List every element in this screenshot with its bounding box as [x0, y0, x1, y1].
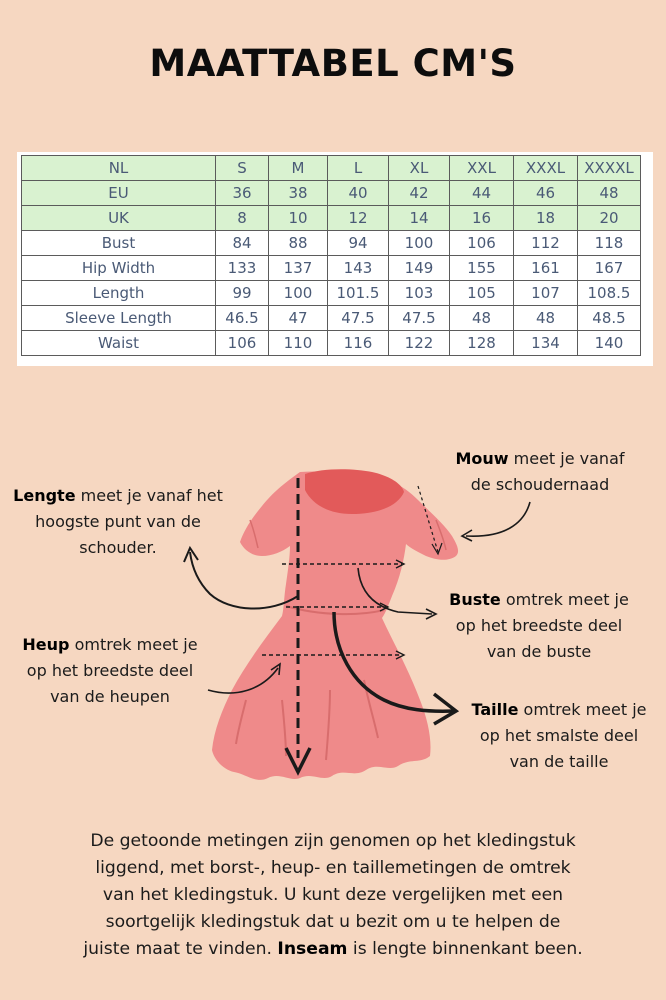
- row-label: Length: [22, 281, 216, 306]
- table-row: [22, 331, 641, 356]
- size-table-container: [17, 152, 653, 366]
- table-cell: 105: [450, 281, 514, 306]
- table-cell: M: [269, 156, 328, 181]
- table-row: [22, 181, 641, 206]
- table-cell: 110: [269, 331, 328, 356]
- table-cell: 38: [269, 181, 328, 206]
- table-cell: 36: [216, 181, 269, 206]
- table-cell: 167: [578, 256, 641, 281]
- table-cell: 20: [578, 206, 641, 231]
- table-row: [22, 156, 641, 181]
- table-cell: 40: [328, 181, 389, 206]
- table-cell: 134: [514, 331, 578, 356]
- table-cell: 47.5: [389, 306, 450, 331]
- table-cell: 18: [514, 206, 578, 231]
- table-cell: 10: [269, 206, 328, 231]
- table-cell: 48: [578, 181, 641, 206]
- row-label: Bust: [22, 231, 216, 256]
- table-cell: 46: [514, 181, 578, 206]
- mouw-pointer-arrow: [466, 502, 530, 536]
- table-cell: 107: [514, 281, 578, 306]
- table-cell: 48.5: [578, 306, 641, 331]
- row-label: NL: [22, 156, 216, 181]
- table-cell: S: [216, 156, 269, 181]
- table-cell: 116: [328, 331, 389, 356]
- table-cell: 137: [269, 256, 328, 281]
- table-row: [22, 231, 641, 256]
- table-row: [22, 206, 641, 231]
- table-cell: 84: [216, 231, 269, 256]
- table-cell: 100: [389, 231, 450, 256]
- table-cell: 122: [389, 331, 450, 356]
- table-cell: XXL: [450, 156, 514, 181]
- table-cell: 112: [514, 231, 578, 256]
- table-cell: 118: [578, 231, 641, 256]
- page-title: MAATTABEL CM'S: [149, 42, 517, 85]
- table-row: [22, 281, 641, 306]
- table-cell: 48: [514, 306, 578, 331]
- table-cell: 8: [216, 206, 269, 231]
- size-table: [21, 155, 641, 356]
- table-cell: 46.5: [216, 306, 269, 331]
- table-cell: 106: [450, 231, 514, 256]
- table-cell: 100: [269, 281, 328, 306]
- measurement-explanation: De getoonde metingen zijn genomen op het kledingstuk liggend, met borst-, heup- en taillemetingen de omtrek van het kledingstuk. U kunt deze vergelijken met een soortgelijk kledingstuk dat u bezit om u te helpen de juiste maat te vinden. Inseam is lengte binnenkant been.: [83, 831, 583, 959]
- table-cell: 88: [269, 231, 328, 256]
- table-cell: 42: [389, 181, 450, 206]
- table-cell: 47: [269, 306, 328, 331]
- mouw-note: Mouw meet je vanaf de schoudernaad: [455, 449, 625, 494]
- table-cell: 16: [450, 206, 514, 231]
- table-cell: 161: [514, 256, 578, 281]
- table-row: [22, 306, 641, 331]
- table-cell: 99: [216, 281, 269, 306]
- table-cell: 133: [216, 256, 269, 281]
- table-cell: 143: [328, 256, 389, 281]
- row-label: EU: [22, 181, 216, 206]
- table-cell: XXXXL: [578, 156, 641, 181]
- table-cell: 12: [328, 206, 389, 231]
- heup-note: Heup omtrek meet je op het breedste deel van de heupen: [22, 635, 198, 706]
- table-cell: 140: [578, 331, 641, 356]
- row-label: Waist: [22, 331, 216, 356]
- table-cell: 44: [450, 181, 514, 206]
- row-label: Hip Width: [22, 256, 216, 281]
- table-row: [22, 256, 641, 281]
- row-label: Sleeve Length: [22, 306, 216, 331]
- table-cell: 14: [389, 206, 450, 231]
- table-cell: 101.5: [328, 281, 389, 306]
- table-cell: 103: [389, 281, 450, 306]
- table-cell: 47.5: [328, 306, 389, 331]
- table-cell: 149: [389, 256, 450, 281]
- buste-note: Buste omtrek meet je op het breedste deel van de buste: [449, 590, 629, 661]
- table-cell: 106: [216, 331, 269, 356]
- table-cell: 108.5: [578, 281, 641, 306]
- table-cell: 48: [450, 306, 514, 331]
- table-cell: XL: [389, 156, 450, 181]
- table-cell: 94: [328, 231, 389, 256]
- table-cell: L: [328, 156, 389, 181]
- taille-note: Taille omtrek meet je op het smalste deel van de taille: [471, 700, 647, 771]
- table-cell: 155: [450, 256, 514, 281]
- row-label: UK: [22, 206, 216, 231]
- lengte-note: Lengte meet je vanaf het hoogste punt van de schouder.: [13, 486, 223, 557]
- table-cell: 128: [450, 331, 514, 356]
- table-cell: XXXL: [514, 156, 578, 181]
